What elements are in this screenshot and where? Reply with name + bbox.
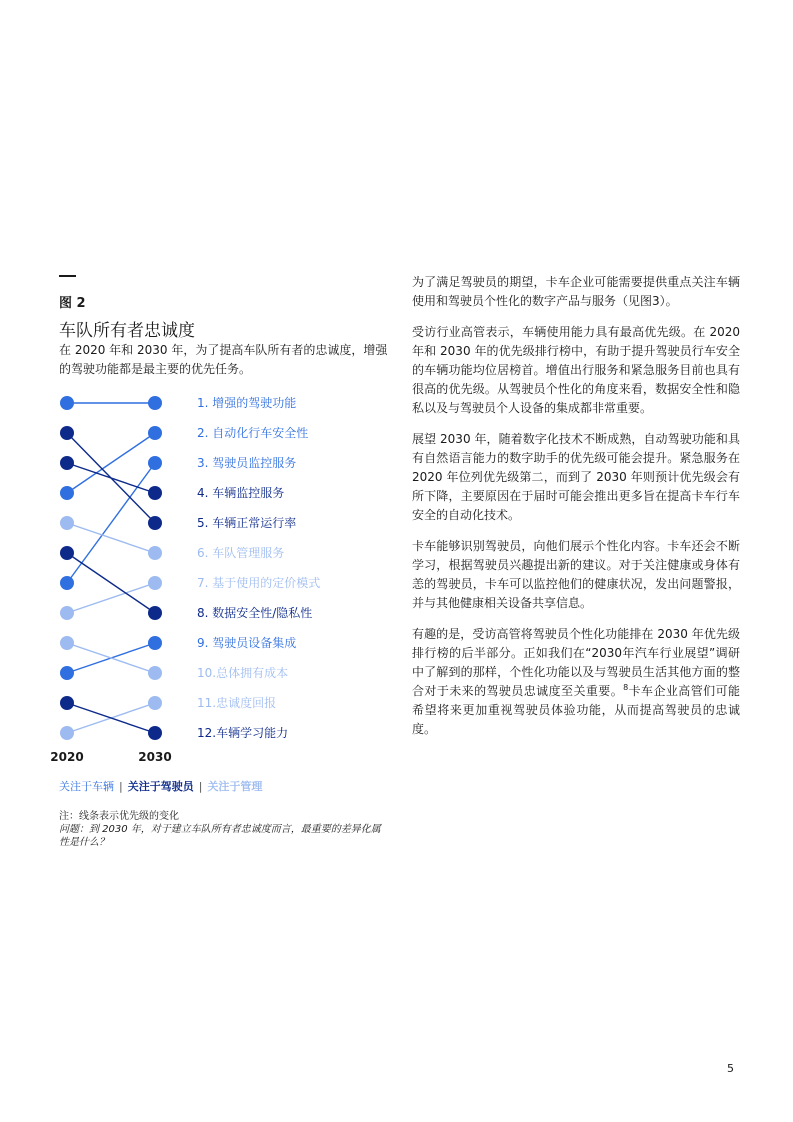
paragraph-text: 卡车企业高管们可能希望将来更加重视驾驶员体验功能，从而提高驾驶员的忠诚度。 <box>412 684 740 736</box>
rank-dot-2020 <box>60 666 74 680</box>
paragraph <box>412 625 740 739</box>
rank-dot-2020 <box>60 516 74 530</box>
rank-dot-2030 <box>148 576 162 590</box>
legend-separator: | <box>119 780 123 793</box>
item-label: 3. 驾驶员监控服务 <box>197 456 297 470</box>
item-label: 1. 增强的驾驶功能 <box>197 396 297 410</box>
item-label: 6. 车队管理服务 <box>197 546 285 560</box>
legend-vehicle: 关注于车辆 <box>59 780 114 793</box>
page-number: 5 <box>727 1062 734 1075</box>
rank-dot-2030 <box>148 486 162 500</box>
body-text <box>412 273 740 751</box>
figure-number: 图 2 <box>59 296 86 311</box>
rank-dot-2030 <box>148 636 162 650</box>
legend-management: 关注于管理 <box>207 780 263 793</box>
paragraph: 为了满足驾驶员的期望，卡车企业可能需要提供重点关注车辆使用和驾驶员个性化的数字产品与服务（见图3）。 <box>412 275 740 308</box>
legend-separator: | <box>198 780 203 793</box>
rank-change-line <box>67 433 155 523</box>
paragraph: 受访行业高管表示，车辆使用能力具有最高优先级。在 2020 年和 2030 年的优先级排行榜中，有助于提升驾驶员行车安全的车辆功能均位居榜首。增值出行服务和紧急服务目前也具有很高的优先级。从驾驶员个性化的角度来看，数据安全性和隐私以及与驾驶员个人设备的集成都非常重要。 <box>412 325 740 415</box>
item-label: 4. 车辆监控服务 <box>197 486 285 500</box>
rank-dot-2020 <box>60 546 74 560</box>
rank-dot-2020 <box>60 486 74 500</box>
note-text: 注：线条表示优先级的变化 <box>59 811 179 822</box>
rank-dot-2020 <box>60 636 74 650</box>
rank-dot-2030 <box>148 696 162 710</box>
item-label: 7. 基于使用的定价模式 <box>197 576 321 590</box>
rank-dot-2030 <box>148 666 162 680</box>
rank-dot-2020 <box>60 456 74 470</box>
rank-dot-2030 <box>148 396 162 410</box>
rank-dot-2030 <box>148 516 162 530</box>
rank-change-line <box>67 523 155 553</box>
chart-legend <box>59 778 262 794</box>
footnote-ref: 8 <box>623 683 629 692</box>
rank-change-line <box>67 433 155 493</box>
item-label: 9. 驾驶员设备集成 <box>197 636 297 650</box>
legend-driver: 关注于驾驶员 <box>127 780 194 793</box>
rank-dot-2020 <box>60 426 74 440</box>
rank-dot-2030 <box>148 426 162 440</box>
rank-dot-2030 <box>148 606 162 620</box>
rank-dot-2020 <box>60 726 74 740</box>
figure-notes <box>59 810 389 849</box>
year-label-2020: 2020 <box>50 750 84 764</box>
rank-change-line <box>67 583 155 613</box>
figure-subtitle: 在 2020 年和 2030 年，为了提高车队所有者的忠诚度，增强的驾驶功能都是最主要的优先任务。 <box>59 343 388 376</box>
rank-dot-2030 <box>148 456 162 470</box>
paragraph: 展望 2030 年，随着数字化技术不断成熟，自动驾驶功能和具有自然语言能力的数字助手的优先级可能会提升。紧急服务在 2020 年位列优先级第二，而到了 2030 年则预计优先级会有所下降，主要原因在于届时可能会推出更多旨在提高卡车行车安全的自动化技术。 <box>412 432 740 522</box>
rank-change-line <box>67 553 155 613</box>
rank-dot-2030 <box>148 726 162 740</box>
item-label: 2. 自动化行车安全性 <box>197 426 309 440</box>
item-label: 8. 数据安全性/隐私性 <box>197 606 313 620</box>
item-label: 12.车辆学习能力 <box>197 726 289 740</box>
item-label: 5. 车辆正常运行率 <box>197 516 297 530</box>
figure-title: 车队所有者忠诚度 <box>59 321 195 341</box>
question-text: 问题：到 2030 年，对于建立车队所有者忠诚度而言，最重要的差异化属性是什么？ <box>59 824 381 848</box>
rank-dot-2020 <box>60 576 74 590</box>
item-label: 11.忠诚度回报 <box>197 696 277 710</box>
rank-change-line <box>67 463 155 583</box>
paragraph-text: 有趣的是，受访高管将驾驶员个性化功能排在 2030 年优先级排行榜的后半部分。正如我们在“2030年汽车行业展望”调研中了解到的那样，个性化功能以及与驾驶员生活其他方面的整合对于未来的驾驶员忠诚度至关重要。 <box>412 627 740 698</box>
rank-dot-2020 <box>60 606 74 620</box>
rank-dot-2020 <box>60 696 74 710</box>
item-label: 10.总体拥有成本 <box>197 666 289 680</box>
paragraph: 卡车能够识别驾驶员，向他们展示个性化内容。卡车还会不断学习，根据驾驶员兴趣提出新的建议。对于关注健康或身体有恙的驾驶员，卡车可以监控他们的健康状况，发出问题警报，并与其他健康相关设备共享信息。 <box>412 539 740 610</box>
year-label-2030: 2030 <box>138 750 172 764</box>
rank-dot-2030 <box>148 546 162 560</box>
rank-dot-2020 <box>60 396 74 410</box>
